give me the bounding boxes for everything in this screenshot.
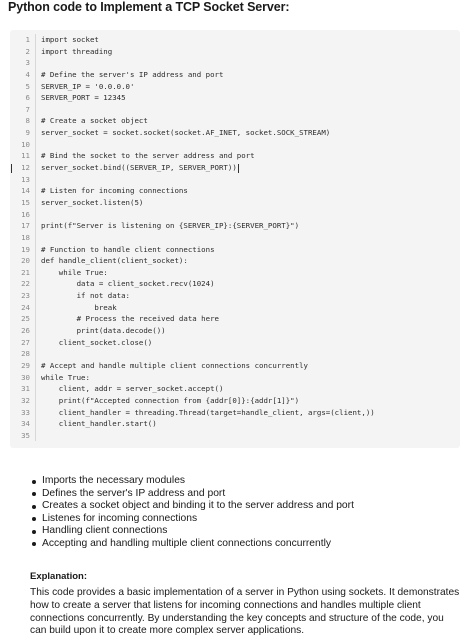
code-text: # Function to handle client connections bbox=[41, 244, 215, 254]
line-number: 5 bbox=[25, 81, 30, 91]
gutter-divider bbox=[35, 302, 36, 314]
gutter-divider bbox=[35, 139, 36, 151]
gutter-divider bbox=[35, 69, 36, 81]
list-item: Imports the necessary modules bbox=[32, 475, 354, 488]
gutter-divider bbox=[35, 57, 36, 69]
code-line bbox=[10, 255, 460, 267]
code-text: while True: bbox=[41, 372, 90, 382]
gutter-divider bbox=[35, 185, 36, 197]
code-line bbox=[10, 360, 460, 372]
code-line bbox=[10, 372, 460, 384]
code-line bbox=[10, 395, 460, 407]
gutter-divider bbox=[35, 325, 36, 337]
gutter-divider bbox=[35, 220, 36, 232]
code-text: SERVER_IP = '0.0.0.0' bbox=[41, 81, 135, 91]
code-text: SERVER_PORT = 12345 bbox=[41, 93, 126, 103]
explanation-text: This code provides a basic implementation of a server in Python using sockets. It demonstrates how to create a server that listens for incoming connections and handles multiple client connections concurrently. By understanding the key concepts and structure of the code, you can build upon it to create more complex server applications. bbox=[30, 587, 460, 637]
code-line bbox=[10, 127, 460, 139]
code-line bbox=[10, 174, 460, 186]
gutter-divider bbox=[35, 430, 36, 442]
explanation-title: Explanation: bbox=[30, 571, 88, 582]
line-number: 24 bbox=[21, 302, 30, 312]
line-number: 31 bbox=[21, 384, 30, 394]
line-number: 7 bbox=[25, 104, 30, 114]
code-line bbox=[10, 418, 460, 430]
code-line bbox=[10, 290, 460, 302]
code-text: # Accept and handle multiple client connections concurrently bbox=[41, 360, 308, 370]
code-line bbox=[10, 209, 460, 221]
line-number: 27 bbox=[21, 337, 30, 347]
code-text: print(data.decode()) bbox=[41, 326, 166, 336]
code-line bbox=[10, 232, 460, 244]
code-text: server_socket.listen(5) bbox=[41, 197, 144, 207]
code-line bbox=[10, 244, 460, 256]
code-text: client, addr = server_socket.accept() bbox=[41, 384, 224, 394]
gutter-divider bbox=[35, 34, 36, 46]
line-number: 1 bbox=[25, 35, 30, 44]
line-number: 15 bbox=[21, 197, 30, 207]
code-line bbox=[10, 139, 460, 151]
line-number: 29 bbox=[21, 360, 30, 370]
gutter-divider bbox=[35, 395, 36, 407]
line-number: 34 bbox=[21, 419, 30, 429]
code-line bbox=[10, 302, 460, 314]
line-number: 16 bbox=[21, 209, 30, 219]
gutter-divider bbox=[35, 209, 36, 221]
code-text: import threading bbox=[41, 46, 113, 56]
list-item: Accepting and handling multiple client connections concurrently bbox=[32, 538, 354, 551]
line-number: 17 bbox=[21, 221, 30, 231]
gutter-divider bbox=[35, 197, 36, 209]
code-line bbox=[10, 104, 460, 116]
code-line bbox=[10, 185, 460, 197]
line-number: 23 bbox=[21, 291, 30, 301]
code-line bbox=[10, 337, 460, 349]
line-number: 13 bbox=[21, 174, 30, 184]
list-item: Defines the server's IP address and port bbox=[32, 488, 354, 501]
gutter-divider bbox=[35, 348, 36, 360]
text-cursor bbox=[238, 164, 239, 173]
line-number: 8 bbox=[25, 116, 30, 126]
list-item: Creates a socket object and binding it to the server address and port bbox=[32, 500, 354, 513]
code-line bbox=[10, 34, 460, 46]
code-line bbox=[10, 197, 460, 209]
gutter-divider bbox=[35, 46, 36, 58]
gutter-divider bbox=[35, 407, 36, 419]
list-item: Listenes for incoming connections bbox=[32, 513, 354, 526]
gutter-divider bbox=[35, 150, 36, 162]
gutter-divider bbox=[35, 127, 36, 139]
code-text: # Bind the socket to the server address and port bbox=[41, 151, 255, 161]
code-line bbox=[10, 278, 460, 290]
code-block[interactable] bbox=[10, 30, 460, 448]
code-line bbox=[10, 150, 460, 162]
code-text: def handle_client(client_socket): bbox=[41, 256, 188, 266]
code-text: data = client_socket.recv(1024) bbox=[41, 279, 215, 289]
code-line bbox=[10, 383, 460, 395]
code-text: # Define the server's IP address and port bbox=[41, 69, 224, 79]
line-number: 26 bbox=[21, 326, 30, 336]
gutter-divider bbox=[35, 255, 36, 267]
line-number: 19 bbox=[21, 244, 30, 254]
code-line bbox=[10, 92, 460, 104]
code-text: server_socket = socket.socket(socket.AF_INET, socket.SOCK_STREAM) bbox=[41, 128, 331, 138]
code-text: client_handler.start() bbox=[41, 419, 157, 429]
line-number: 4 bbox=[25, 69, 30, 79]
gutter-divider bbox=[35, 232, 36, 244]
line-number: 11 bbox=[21, 151, 30, 161]
code-text: # Listen for incoming connections bbox=[41, 186, 188, 196]
line-number: 14 bbox=[21, 186, 30, 196]
gutter-divider bbox=[35, 267, 36, 279]
code-text: print(f"Server is listening on {SERVER_IP}:{SERVER_PORT}") bbox=[41, 221, 300, 231]
line-number: 21 bbox=[21, 267, 30, 277]
line-number: 9 bbox=[25, 128, 30, 138]
gutter-divider bbox=[35, 418, 36, 430]
code-line bbox=[10, 69, 460, 81]
summary-list bbox=[32, 475, 354, 550]
gutter-divider bbox=[35, 290, 36, 302]
code-line bbox=[10, 348, 460, 360]
gutter-divider bbox=[35, 92, 36, 104]
code-text: print(f"Accepted connection from {addr[0]}:{addr[1]}") bbox=[41, 395, 300, 405]
line-number: 18 bbox=[21, 232, 30, 242]
code-line bbox=[10, 430, 460, 442]
code-line bbox=[10, 220, 460, 232]
line-number: 22 bbox=[21, 279, 30, 289]
code-text: # Process the received data here bbox=[41, 314, 219, 324]
code-text: # Create a socket object bbox=[41, 116, 148, 126]
code-text: while True: bbox=[41, 267, 108, 277]
code-text: import socket bbox=[41, 35, 99, 44]
line-number: 30 bbox=[21, 372, 30, 382]
code-line bbox=[10, 162, 460, 174]
gutter-divider bbox=[35, 360, 36, 372]
line-number: 6 bbox=[25, 93, 30, 103]
page-title: Python code to Implement a TCP Socket Server: bbox=[8, 0, 290, 14]
line-number: 2 bbox=[25, 46, 30, 56]
line-number: 12 bbox=[21, 163, 30, 173]
code-text: client_handler = threading.Thread(target=handle_client, args=(client,)) bbox=[41, 407, 375, 417]
gutter-divider bbox=[35, 244, 36, 256]
line-number: 28 bbox=[21, 349, 30, 359]
code-line bbox=[10, 57, 460, 69]
list-item: Handling client connections bbox=[32, 525, 354, 538]
line-number: 20 bbox=[21, 256, 30, 266]
gutter-divider bbox=[35, 81, 36, 93]
code-text: client_socket.close() bbox=[41, 337, 153, 347]
code-text: if not data: bbox=[41, 291, 130, 301]
line-number: 32 bbox=[21, 395, 30, 405]
code-line bbox=[10, 267, 460, 279]
code-line bbox=[10, 325, 460, 337]
gutter-divider bbox=[35, 162, 36, 174]
gutter-divider bbox=[35, 104, 36, 116]
code-line bbox=[10, 407, 460, 419]
code-text: break bbox=[41, 302, 117, 312]
code-line bbox=[10, 46, 460, 58]
code-line bbox=[10, 115, 460, 127]
line-number: 25 bbox=[21, 314, 30, 324]
line-number: 10 bbox=[21, 139, 30, 149]
gutter-divider bbox=[35, 337, 36, 349]
gutter-divider bbox=[35, 115, 36, 127]
gutter-divider bbox=[35, 383, 36, 395]
line-number: 35 bbox=[21, 430, 30, 440]
gutter-divider bbox=[35, 313, 36, 325]
code-line bbox=[10, 81, 460, 93]
line-number: 3 bbox=[25, 58, 30, 68]
code-line bbox=[10, 313, 460, 325]
line-number: 33 bbox=[21, 407, 30, 417]
gutter-divider bbox=[35, 372, 36, 384]
gutter-divider bbox=[35, 278, 36, 290]
gutter-divider bbox=[35, 174, 36, 186]
code-text: server_socket.bind((SERVER_IP, SERVER_PORT)) bbox=[41, 163, 237, 173]
